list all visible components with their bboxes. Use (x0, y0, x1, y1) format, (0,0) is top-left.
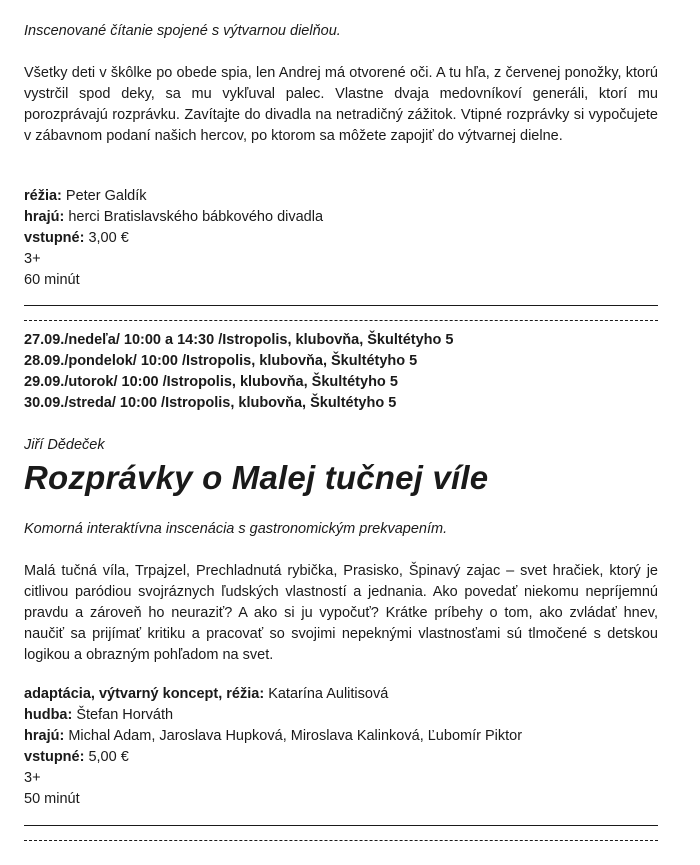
event1-description: Všetky deti v škôlke po obede spia, len Andrej má otvorené oči. A tu hľa, z červenej ponožky, ktorú vystrčil spod deky, sa mu vykľuval palec. Vlastne dvaja medovníkoví generáli, ktorí mu porozprávajú rozprávku. Zavítajte do divadla na netradičný zážitok. Vtipné rozprávky si vypočujete v zábavnom podaní našich hercov, po ktorom sa môžete zapojiť do výtvarnej dielne. (24, 65, 658, 144)
event2-credits (24, 684, 658, 810)
event2-subtitle: Komorná interaktívna inscenácia s gastronomickým prekvapením. (24, 521, 448, 537)
credit-label: adaptácia, výtvarný koncept, réžia: (24, 686, 265, 702)
schedule-item: 27.09./nedeľa/ 10:00 a 14:30 /Istropolis, klubovňa, Škultétyho 5 (24, 332, 454, 348)
event2-description: Malá tučná víla, Trpajzel, Prechladnutá rybička, Prasisko, Špinavý zajac – svet hračiek, ktorý je citlivou paródiou svojráznych ľudských vlastností a jednania. Ako povedať niekomu nepríjemnú pravdu a zároveň ho neuraziť? A ako si ju vypočuť? Krátke príbehy o tom, ako zvládať hnev, naučiť sa prijímať kritiku a pracovať so svojimi nepeknými vlastnosťami sú tlmočené s detskou logikou a obrazným pohľadom na svet. (24, 563, 658, 663)
divider-dashed (24, 320, 658, 321)
credit-label: hrajú: (24, 728, 65, 744)
credit-value: Michal Adam, Jaroslava Hupková, Miroslava Kalinková, Ľubomír Piktor (68, 728, 523, 744)
divider-solid (24, 825, 658, 826)
credit-line (24, 207, 658, 228)
credit-value: herci Bratislavského bábkového divadla (68, 209, 324, 225)
schedule-item: 30.09./streda/ 10:00 /Istropolis, klubovňa, Škultétyho 5 (24, 395, 397, 411)
credit-value: Katarína Aulitisová (268, 686, 389, 702)
duration: 60 minút (24, 272, 80, 288)
age-rating: 3+ (24, 251, 41, 267)
credit-line (24, 186, 658, 207)
event2-author: Jiří Dědeček (24, 437, 105, 453)
credit-line (24, 705, 658, 726)
credit-label: hrajú: (24, 209, 65, 225)
duration: 50 minút (24, 791, 80, 807)
divider-dashed (24, 840, 658, 841)
credit-line (24, 726, 658, 747)
credit-line (24, 684, 658, 705)
credit-value: 3,00 € (88, 230, 129, 246)
schedule-item: 29.09./utorok/ 10:00 /Istropolis, klubovňa, Škultétyho 5 (24, 374, 398, 390)
schedule-item: 28.09./pondelok/ 10:00 /Istropolis, klubovňa, Škultétyho 5 (24, 353, 418, 369)
credit-label: vstupné: (24, 749, 85, 765)
credit-label: hudba: (24, 707, 73, 723)
credit-label: vstupné: (24, 230, 85, 246)
credit-label: réžia: (24, 188, 62, 204)
credit-line (24, 228, 658, 249)
divider-solid (24, 305, 658, 306)
credit-value: Štefan Horváth (76, 707, 174, 723)
credit-value: 5,00 € (88, 749, 129, 765)
event1-credits (24, 186, 658, 291)
credit-line (24, 747, 658, 768)
age-rating: 3+ (24, 770, 41, 786)
event2-title: Rozprávky o Malej tučnej víle (24, 459, 489, 496)
schedule (24, 330, 658, 414)
credit-value: Peter Galdík (65, 188, 147, 204)
event1-subtitle: Inscenované čítanie spojené s výtvarnou dielňou. (24, 23, 341, 39)
